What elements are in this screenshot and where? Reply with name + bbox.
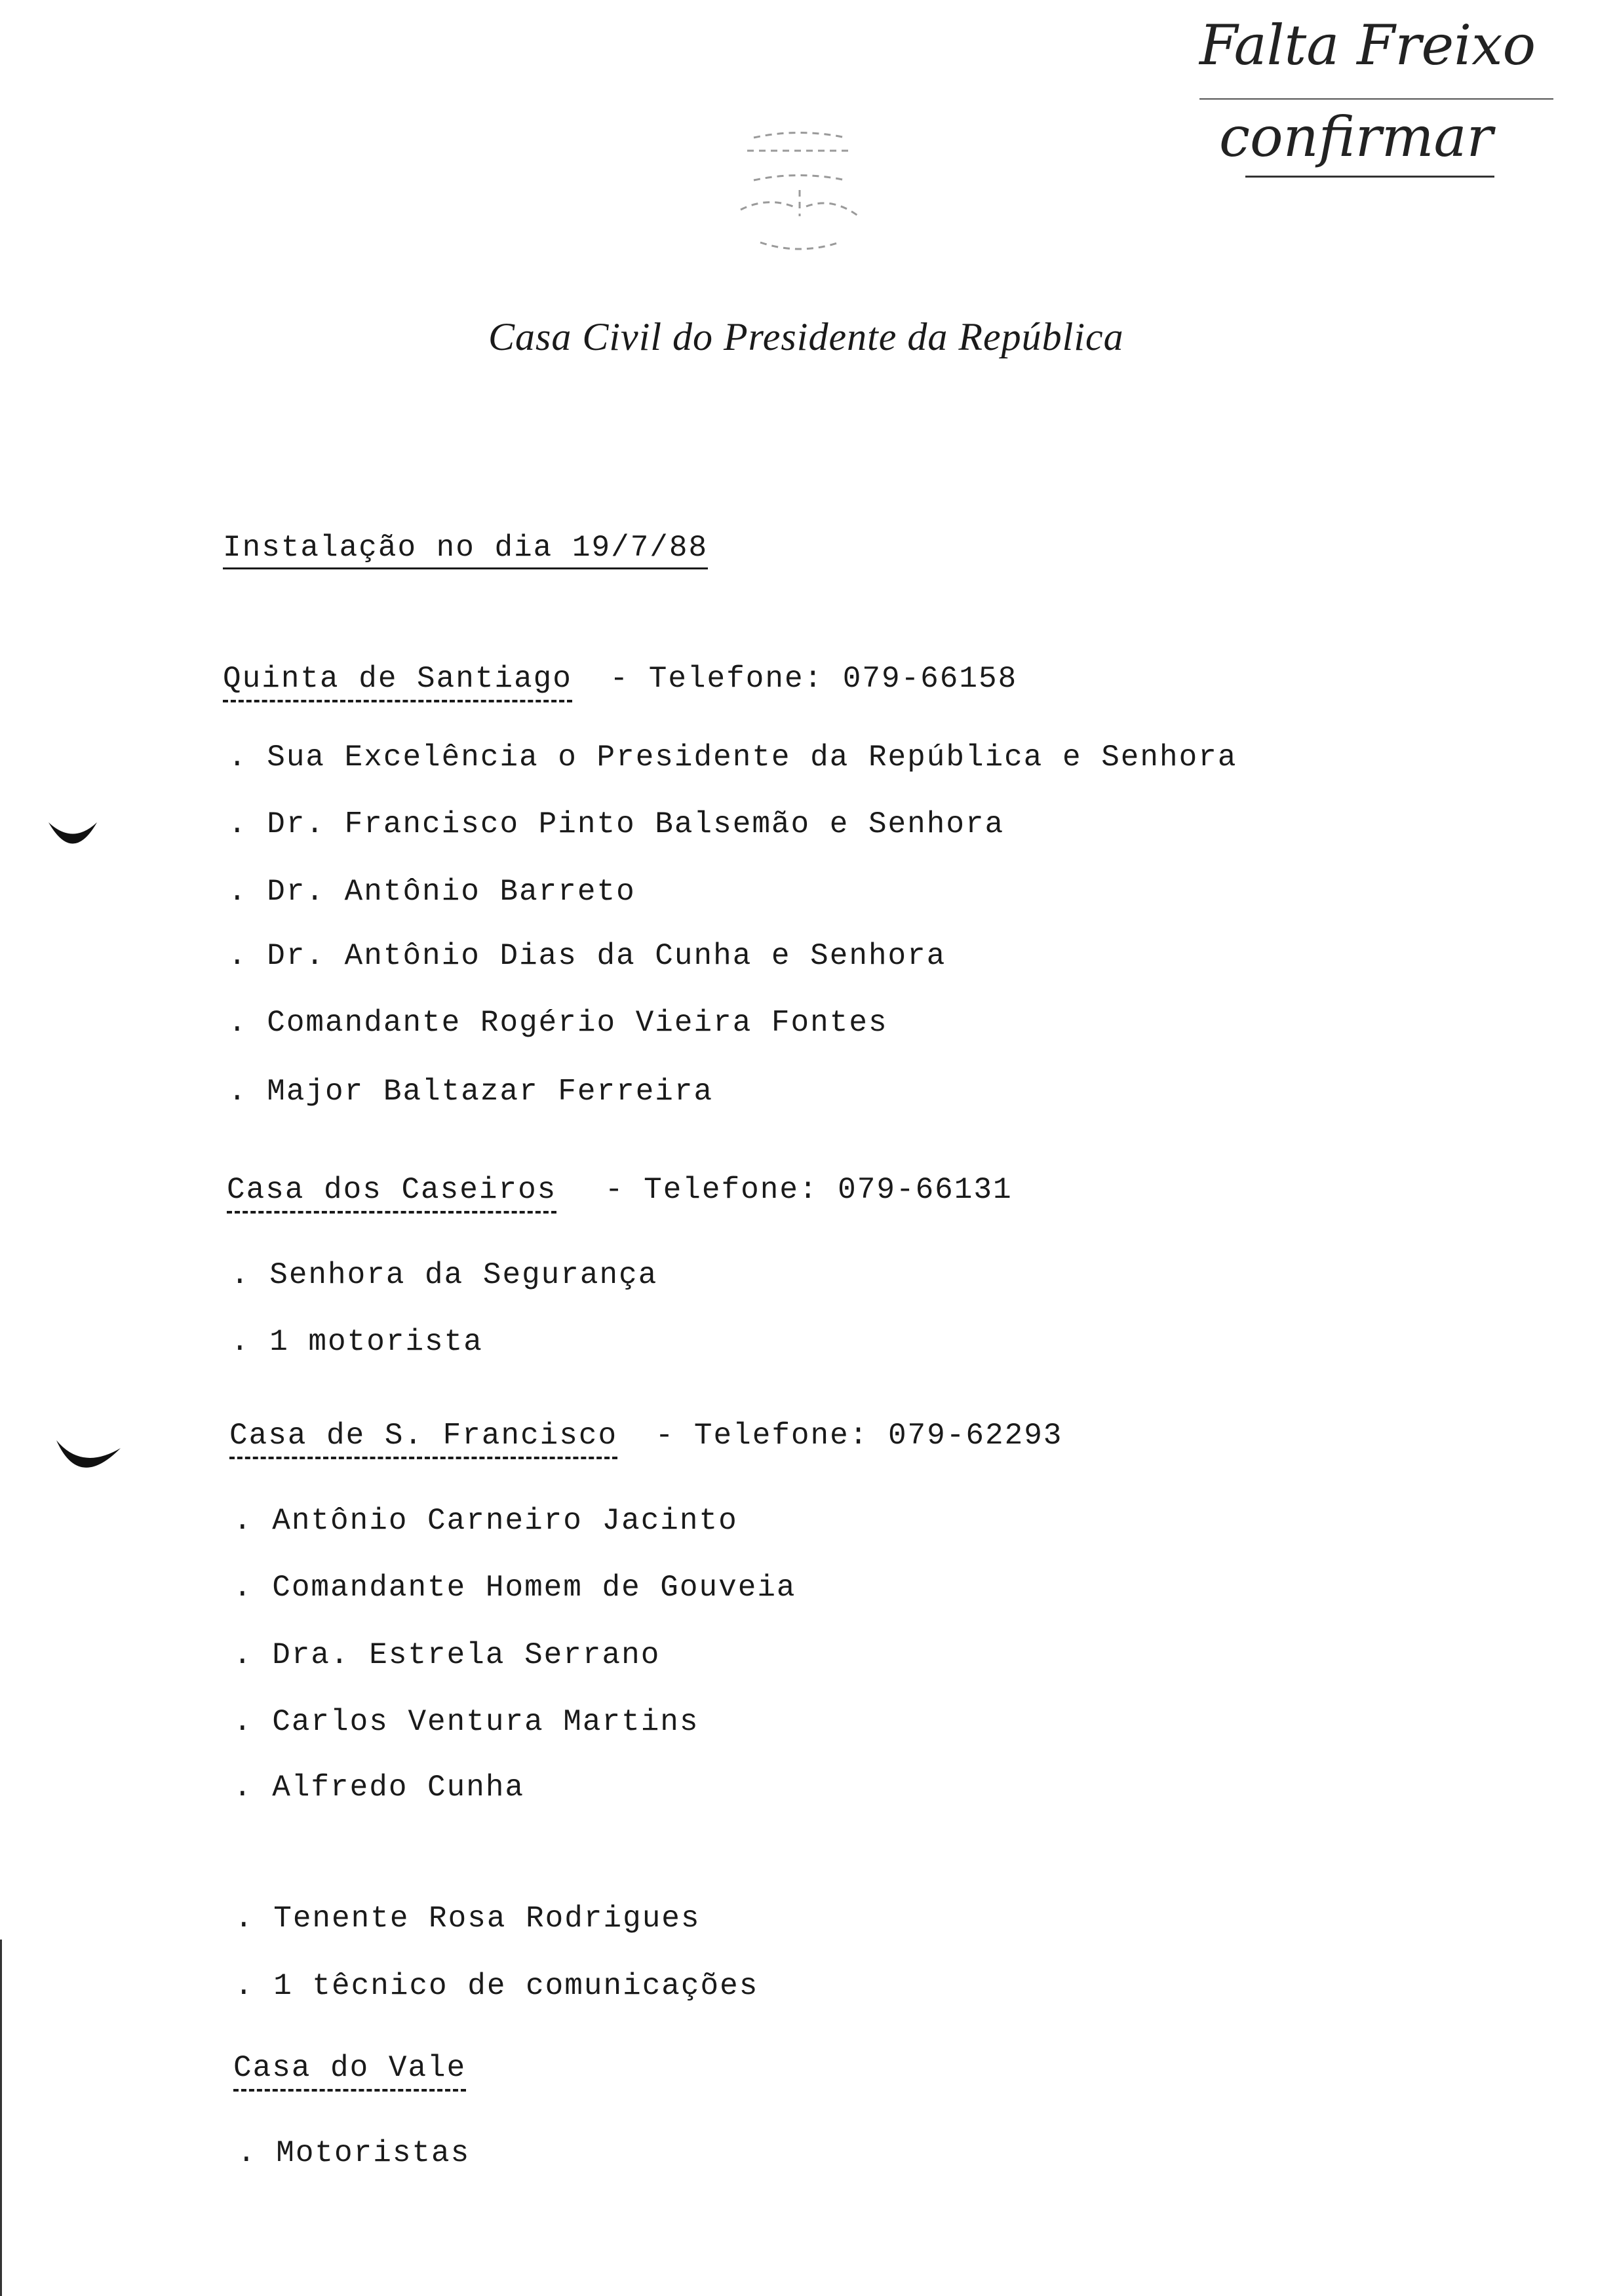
list-item: . Major Baltazar Ferreira bbox=[228, 1075, 714, 1109]
handwritten-underline bbox=[1199, 98, 1553, 100]
list-item: . Alfredo Cunha bbox=[233, 1770, 525, 1805]
list-item: . Sua Excelência o Presidente da República e Senhora bbox=[228, 740, 1237, 775]
list-item: . Dr. Francisco Pinto Balsemão e Senhora bbox=[228, 807, 1005, 841]
list-item: . Antônio Carneiro Jacinto bbox=[233, 1504, 738, 1538]
list-item: . Dr. Antônio Barreto bbox=[228, 875, 636, 909]
list-item: . 1 motorista bbox=[231, 1325, 483, 1359]
section-santiago bbox=[223, 662, 1017, 696]
list-item: . Senhora da Segurança bbox=[231, 1258, 658, 1292]
section-heading: Quinta de Santiago bbox=[223, 662, 572, 702]
handwritten-note-line1: Falta Freixo bbox=[1199, 13, 1536, 77]
section-francisco bbox=[229, 1419, 1062, 1453]
punch-hole-mark bbox=[52, 1435, 125, 1487]
phone-text: - Telefone: 079-62293 bbox=[655, 1419, 1063, 1453]
handwritten-underline-2 bbox=[1245, 176, 1494, 178]
section-vale bbox=[233, 2051, 466, 2085]
punch-hole-mark bbox=[43, 816, 102, 862]
phone-text: - Telefone: 079-66131 bbox=[604, 1173, 1013, 1207]
margin-line bbox=[0, 1940, 2, 2296]
list-item: . Carlos Ventura Martins bbox=[233, 1705, 699, 1739]
handwritten-note-line2: confirmar bbox=[1219, 105, 1493, 169]
section-caseiros bbox=[227, 1173, 1013, 1207]
list-item: . Tenente Rosa Rodrigues bbox=[235, 1902, 701, 1936]
section-heading: Casa de S. Francisco bbox=[229, 1419, 617, 1459]
list-item: . 1 têcnico de comunicações bbox=[235, 1969, 759, 2003]
section-heading: Casa do Vale bbox=[233, 2051, 466, 2092]
phone-text: - Telefone: 079-66158 bbox=[610, 662, 1018, 696]
letterhead: Casa Civil do Presidente da República bbox=[488, 315, 1124, 358]
list-item: . Motoristas bbox=[237, 2136, 471, 2170]
list-item: . Dr. Antônio Dias da Cunha e Senhora bbox=[228, 939, 946, 973]
coat-of-arms-emblem bbox=[728, 118, 872, 262]
page-title: Instalação no dia 19/7/88 bbox=[223, 531, 708, 569]
section-heading: Casa dos Caseiros bbox=[227, 1173, 556, 1214]
list-item: . Dra. Estrela Serrano bbox=[233, 1638, 661, 1672]
list-item: . Comandante Rogério Vieira Fontes bbox=[228, 1006, 888, 1040]
list-item: . Comandante Homem de Gouveia bbox=[233, 1571, 796, 1605]
